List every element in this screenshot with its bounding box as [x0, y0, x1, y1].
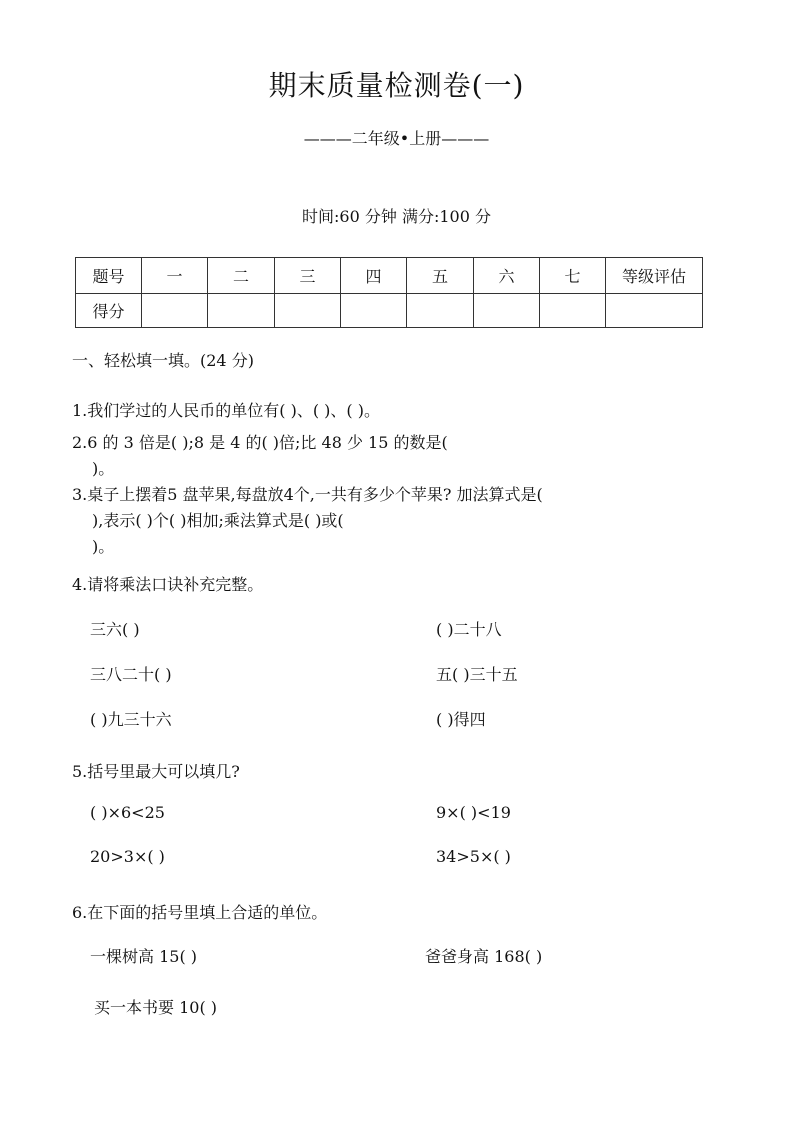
question-2-line-2: )。	[92, 459, 115, 478]
score-cell[interactable]	[606, 294, 703, 328]
question-4-item: 五( )三十五	[436, 665, 518, 684]
question-2-line-1: 2.6 的 3 倍是( );8 是 4 的( )倍;比 48 少 15 的数是(	[72, 433, 448, 452]
page-title: 期末质量检测卷(一)	[268, 69, 525, 102]
score-cell[interactable]	[142, 294, 208, 328]
question-6-heading: 6.在下面的括号里填上合适的单位。	[72, 903, 328, 922]
question-4-item: ( )得四	[436, 710, 486, 729]
exam-time-and-score: 时间:60 分钟 满分:100 分	[302, 207, 491, 226]
score-table	[75, 257, 703, 328]
score-row-label: 得分	[76, 294, 142, 328]
score-cell[interactable]	[407, 294, 474, 328]
table-header-cell: 二	[208, 258, 275, 294]
question-5-heading: 5.括号里最大可以填几?	[72, 762, 240, 781]
score-table-score-row	[76, 294, 703, 328]
question-4-item: ( )二十八	[436, 620, 502, 639]
question-5-item: 34>5×( )	[436, 847, 511, 866]
table-header-cell: 三	[275, 258, 341, 294]
question-6-item: 一棵树高 15( )	[90, 947, 198, 966]
question-4-item: ( )九三十六	[90, 710, 172, 729]
question-5-item: 20>3×( )	[90, 847, 165, 866]
table-header-cell: 五	[407, 258, 474, 294]
score-table-header-row	[76, 258, 703, 294]
question-6-item: 爸爸身高 168( )	[425, 947, 543, 966]
page-subtitle: ———二年级•上册———	[303, 129, 490, 148]
section-heading: 一、轻松填一填。(24 分)	[72, 351, 254, 370]
table-header-cell: 六	[474, 258, 540, 294]
score-cell[interactable]	[540, 294, 606, 328]
question-4-item: 三八二十( )	[90, 665, 172, 684]
score-cell[interactable]	[208, 294, 275, 328]
table-header-cell: 题号	[76, 258, 142, 294]
question-4-heading: 4.请将乘法口诀补充完整。	[72, 575, 264, 594]
score-cell[interactable]	[474, 294, 540, 328]
question-3-line-3: )。	[92, 537, 115, 556]
question-5-item: ( )×6<25	[90, 803, 165, 822]
question-6-item: 买一本书要 10( )	[94, 998, 218, 1017]
table-header-cell: 一	[142, 258, 208, 294]
question-4-item: 三六( )	[90, 620, 140, 639]
score-cell[interactable]	[341, 294, 407, 328]
table-header-cell: 七	[540, 258, 606, 294]
question-3-line-2: ),表示( )个( )相加;乘法算式是( )或(	[92, 511, 344, 530]
table-header-cell: 四	[341, 258, 407, 294]
question-3-line-1: 3.桌子上摆着5 盘苹果,每盘放4个,一共有多少个苹果? 加法算式是(	[72, 485, 543, 504]
question-5-item: 9×( )<19	[436, 803, 511, 822]
table-header-cell: 等级评估	[606, 258, 703, 294]
question-1: 1.我们学过的人民币的单位有( )、( )、( )。	[72, 401, 380, 420]
score-cell[interactable]	[275, 294, 341, 328]
